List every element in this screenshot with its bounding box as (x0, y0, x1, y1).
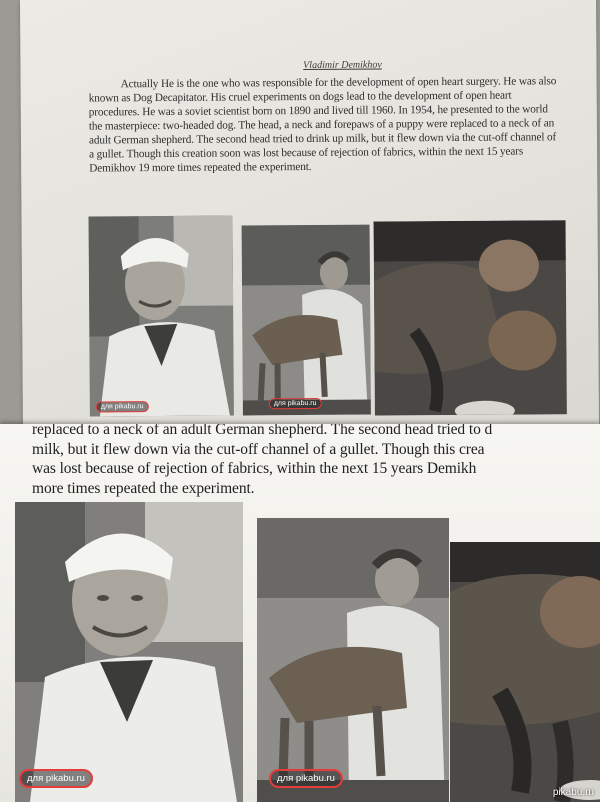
article-paragraph: Actually He is the one who was responsible for the development of open heart surgery. He was also known as Dog Decapitator. His cruel experiments on dogs lead to the development of open heart procedures. He was a soviet scientist born on 1890 and lived till 1960. In 1954, he presented to the world the masterpiece: two-headed dog. The head, a neck and forepaws of a puppy were replaced to a neck of an adult German shepherd. The second head tried to drink up milk, but it flew down via the cut-off channel of a gullet. Though this creation soon was lost because of rejection of fabrics, within the next 15 years Demikhov 19 more times repeated the experiment. (88, 75, 557, 175)
text-line: was lost because of rejection of fabrics, within the next 15 years Demikh (32, 460, 477, 477)
top-page-sheet (20, 0, 599, 428)
pikabu-watermark: для pikabu.ru (19, 769, 93, 788)
text-line: more times repeated the experiment. (32, 479, 255, 497)
portrait-photo-small (89, 216, 234, 417)
text-line: milk, but it flew down via the cut-off channel of a gullet. Though this crea (32, 440, 485, 458)
two-headed-dog-photo-large (450, 542, 600, 802)
text-line: replaced to a neck of an adult German shepherd. The second head tried to d (32, 424, 493, 438)
article-paragraph-zoomed (32, 424, 600, 498)
two-headed-dog-photo-small (374, 220, 567, 415)
pikabu-watermark: для pikabu.ru (269, 398, 322, 409)
scientist-with-dog-photo-small (242, 225, 371, 416)
article-heading: Vladimir Demikhov (303, 59, 382, 72)
bottom-page-sheet (0, 424, 600, 802)
pikabu-watermark: для pikabu.ru (96, 401, 149, 412)
site-watermark: pikabu.ru (552, 787, 594, 798)
scientist-with-dog-photo-large (257, 518, 449, 802)
pikabu-watermark: для pikabu.ru (269, 769, 343, 788)
portrait-photo-large (15, 502, 243, 802)
